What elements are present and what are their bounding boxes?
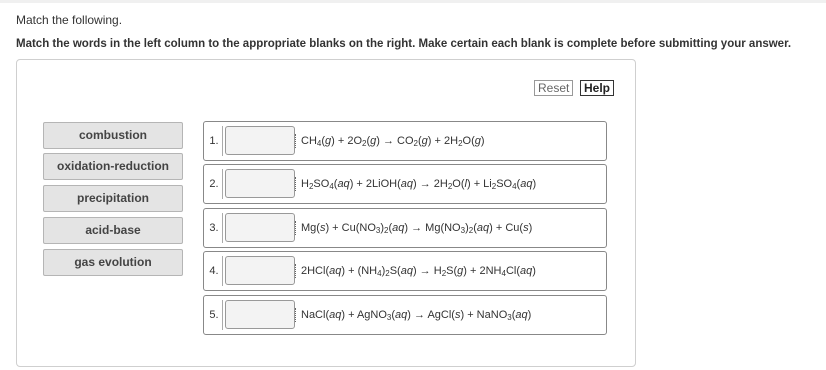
drop-blank-1[interactable] [225,126,295,155]
row-number: 2. [206,169,223,199]
word-acid-base[interactable]: acid-base [43,217,183,244]
equation-4: $2HCl(aq) + (NH_4)_2S(aq) \to H_2S(g) + 2NH_4Cl(aq)$ [295,252,536,290]
match-row-4 [203,251,607,291]
equation-1: $CH_4(g) + 2O_2(g) \to CO_2(g) + 2H_2O(g)$ [295,122,485,160]
help-button[interactable]: Help [580,80,614,96]
equation-3: $Mg(s) + Cu(NO_3)_2(aq) \to Mg(NO_3)_2(aq) + Cu(s)$ [295,209,532,247]
word-precipitation[interactable]: precipitation [43,185,183,212]
equation-2: $H_2SO_4(aq)$ + 2LiOH(aq) → $2H_2O(l) + Li_2SO_4(aq)$ [295,165,536,203]
row-number: 1. [206,126,223,156]
word-gas-evolution[interactable]: gas evolution [43,249,183,276]
match-row-1 [203,121,607,161]
top-divider [0,0,826,3]
drop-blank-5[interactable] [225,300,295,329]
word-oxidation-reduction[interactable]: oxidation-reduction [43,153,183,180]
drop-blank-3[interactable] [225,213,295,242]
instructions-text: Match the words in the left column to the appropriate blanks on the right. Make certain each blank is complete before submitting your answer. [16,38,792,50]
row-number: 5. [206,300,223,330]
intro-text: Match the following. [16,13,123,27]
row-number: 3. [206,213,223,243]
match-row-5 [203,295,607,335]
reset-button[interactable]: Reset [534,80,573,96]
row-number: 4. [206,256,223,286]
word-combustion[interactable]: combustion [43,122,183,149]
match-row-2 [203,164,607,204]
equation-5: NaCl(aq) + AgNO$_3$(aq) → AgCl(s) + NaNO$_3$(aq) [295,296,531,334]
drop-blank-4[interactable] [225,256,295,285]
match-row-3 [203,208,607,248]
drop-blank-2[interactable] [225,169,295,198]
